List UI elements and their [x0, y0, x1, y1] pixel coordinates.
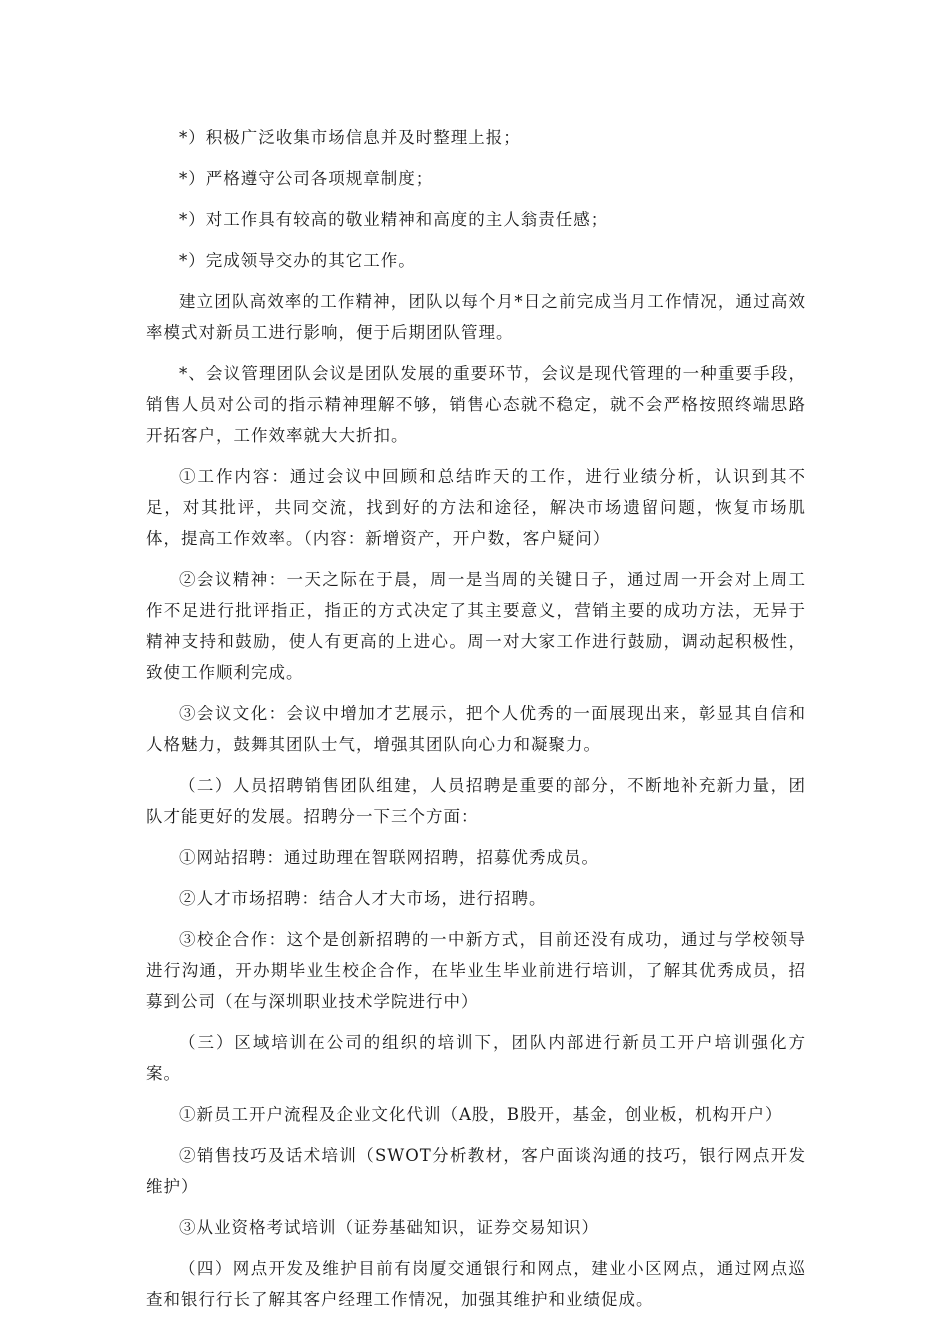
duty-item-collect-market-info: *）积极广泛收集市场信息并及时整理上报；: [179, 128, 521, 147]
paragraph-team-efficiency: 建立团队高效率的工作精神，团队以每个月*日之前完成当月工作情况，通过高效率模式对新员工进行影响，便于后期团队管理。: [146, 292, 806, 342]
paragraph-meeting-management: *、会议管理团队会议是团队发展的重要环节，会议是现代管理的一种重要手段，销售人员对公司的指示精神理解不够，销售心态就不稳定，就不会严格按照终端思路开拓客户，工作效率就大大折扣。: [146, 364, 806, 445]
paragraph-web-recruitment: ①网站招聘：通过助理在智联网招聘，招募优秀成员。: [179, 848, 599, 867]
paragraph-meeting-spirit: ②会议精神：一天之际在于晨，周一是当周的关键日子，通过周一开会对上周工作不足进行批评指正，指正的方式决定了其主要意义，营销主要的成功方法，无异于精神支持和鼓励，使人有更高的上进心。周一对大家工作进行鼓励，调动起积极性，致使工作顺利完成。: [146, 570, 806, 682]
duty-item-follow-rules: *）严格遵守公司各项规章制度；: [179, 169, 434, 188]
paragraph-school-cooperation: ③校企合作：这个是创新招聘的一中新方式，目前还没有成功，通过与学校领导进行沟通，开办期毕业生校企合作，在毕业生毕业前进行培训，了解其优秀成员，招募到公司（在与深圳职业技术学院进行中）: [146, 930, 806, 1011]
paragraph-qualification-training: ③从业资格考试培训（证券基础知识，证券交易知识）: [179, 1218, 599, 1237]
paragraph-talent-market: ②人才市场招聘：结合人才大市场，进行招聘。: [179, 889, 547, 908]
document-body: [146, 122, 806, 1325]
paragraph-meeting-culture: ③会议文化：会议中增加才艺展示，把个人优秀的一面展现出来，彰显其自信和人格魅力，鼓舞其团队士气，增强其团队向心力和凝聚力。: [146, 704, 806, 754]
paragraph-sales-skills-training: ②销售技巧及话术培训（SWOT分析教材，客户面谈沟通的技巧，银行网点开发维护）: [146, 1146, 806, 1196]
paragraph-account-opening-training: ①新员工开户流程及企业文化代训（A股，B股开，基金，创业板，机构开户）: [179, 1105, 783, 1124]
paragraph-recruitment: （二）人员招聘销售团队组建，人员招聘是重要的部分，不断地补充新力量，团队才能更好的发展。招聘分一下三个方面：: [146, 776, 806, 826]
duty-item-dedication: *）对工作具有较高的敬业精神和高度的主人翁责任感；: [179, 210, 609, 229]
paragraph-meeting-content: ①工作内容：通过会议中回顾和总结昨天的工作，进行业绩分析，认识到其不足，对其批评，共同交流，找到好的方法和途径，解决市场遗留问题，恢复市场肌体，提高工作效率。（内容：新增资产，开户数，客户疑问）: [146, 467, 806, 548]
duty-item-other-tasks: *）完成领导交办的其它工作。: [179, 251, 416, 270]
paragraph-regional-training: （三）区域培训在公司的组织的培训下，团队内部进行新员工开户培训强化方案。: [146, 1033, 806, 1083]
paragraph-branch-development: （四）网点开发及维护目前有岗厦交通银行和网点，建业小区网点，通过网点巡查和银行行长了解其客户经理工作情况，加强其维护和业绩促成。: [146, 1259, 806, 1309]
